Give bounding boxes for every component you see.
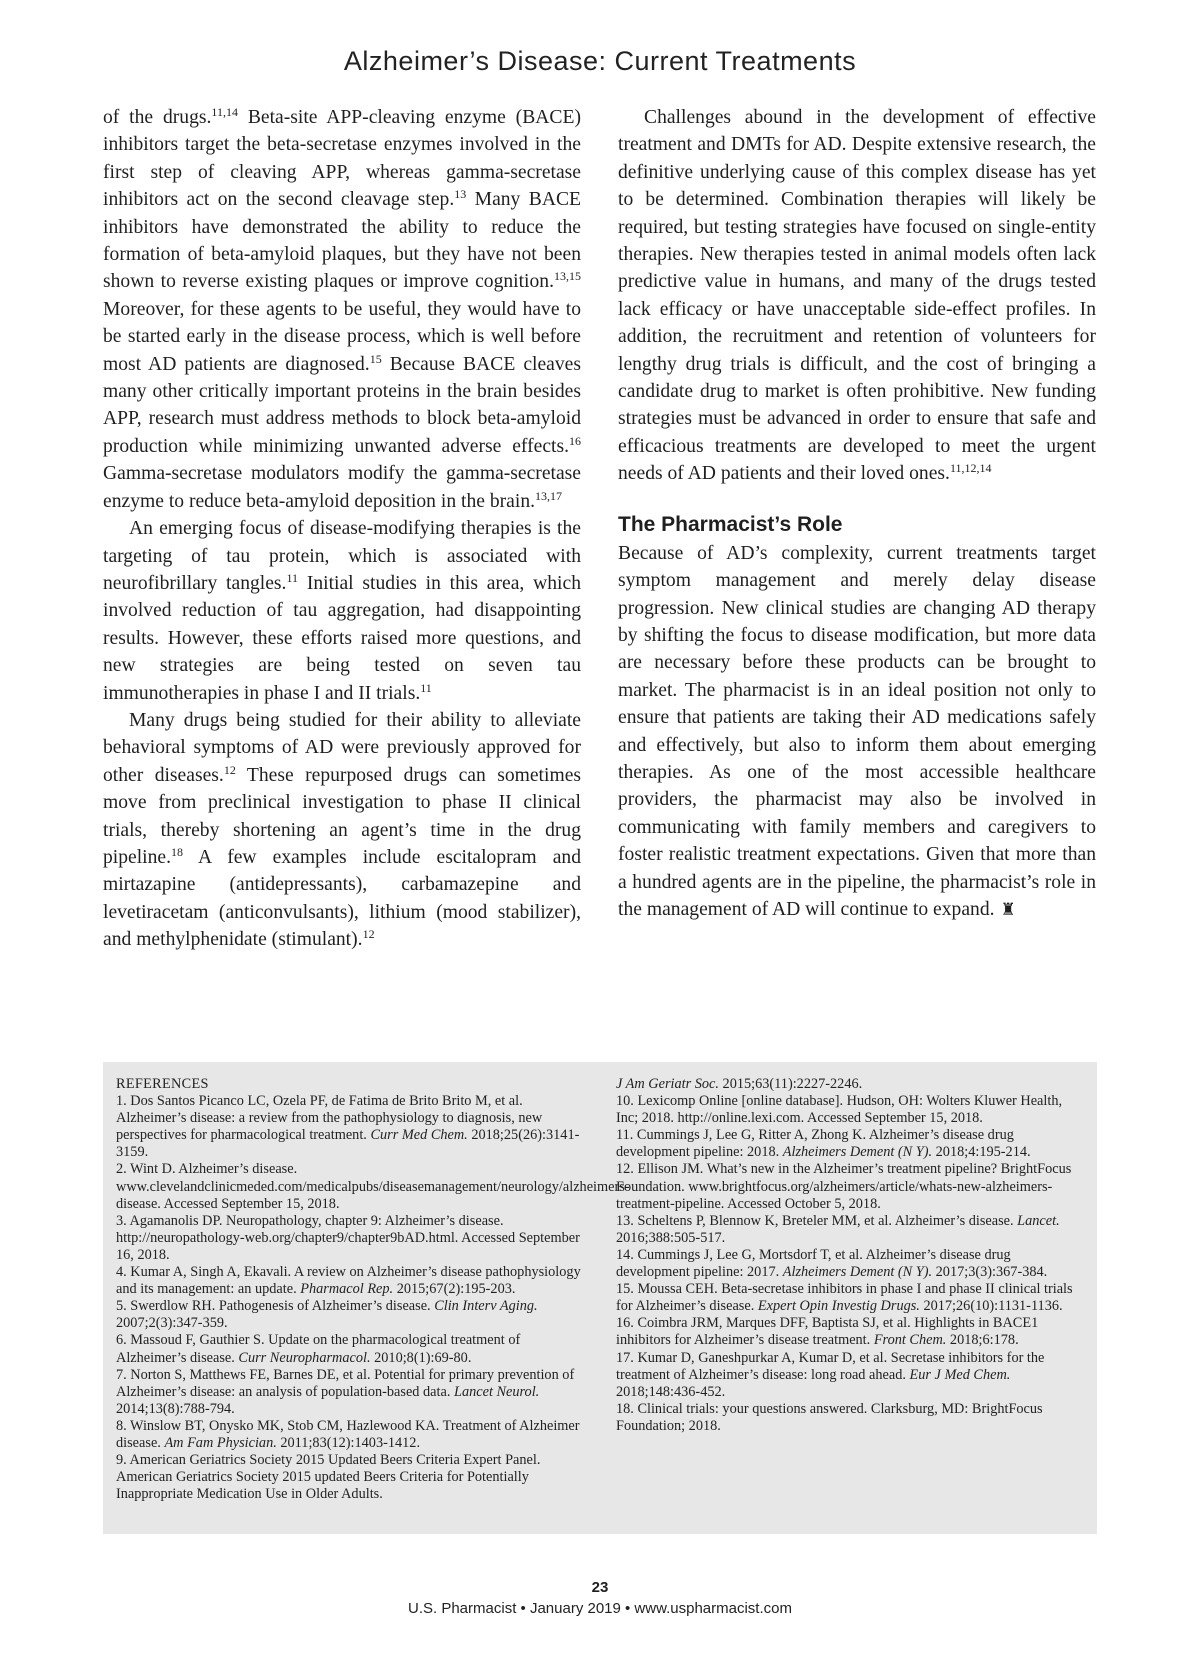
text-run: Beta-site APP-cleaving enzyme (BACE) inhibitors target the beta-secretase enzymes involved in the first step of cleaving APP, whereas gamma-secretase inhibitors act on the second cleavage step. xyxy=(103,107,581,211)
reference-text: 5. Swerdlow RH. Pathogenesis of Alzheimer’s disease. xyxy=(116,1298,435,1315)
citation: 11 xyxy=(420,680,432,695)
journal-name: Lancet. xyxy=(1017,1212,1060,1229)
reference-text: 12. Ellison JM. What’s new in the Alzheimer’s treatment pipeline? BrightFocus Foundation. www.brightfocus.org/alzheimers/article/whats-new-alzheimers-treatment-pipeline. Accessed October 5, 2018. xyxy=(616,1161,1072,1212)
page-title: Alzheimer’s Disease: Current Treatments xyxy=(343,46,857,76)
reference-citation: 2015;67(2):195-203. xyxy=(393,1281,516,1298)
reference-citation: 2017;26(10):1131-1136. xyxy=(919,1298,1063,1315)
references-box xyxy=(103,1062,1097,1534)
citation: 12 xyxy=(362,927,375,942)
reference-citation: 2016;388:505-517. xyxy=(616,1229,726,1246)
reference-citation: 2017;3(3):367-384. xyxy=(932,1264,1048,1281)
reference-item xyxy=(616,1350,1081,1401)
reference-item xyxy=(116,1093,581,1161)
text-run: Gamma-secretase modulators modify the gamma-secretase enzyme to reduce beta-amyloid deposition in the brain. xyxy=(103,463,581,512)
citation: 11,12,14 xyxy=(949,461,992,476)
paragraph xyxy=(103,515,581,707)
reference-item xyxy=(116,1418,581,1452)
reference-item xyxy=(116,1264,581,1298)
journal-name: Alzheimers Dement (N Y). xyxy=(782,1144,933,1161)
reference-item xyxy=(116,1332,581,1366)
references-right-column xyxy=(616,1076,1081,1435)
paragraph xyxy=(618,540,1096,925)
reference-citation: 2014;13(8):788-794. xyxy=(116,1400,235,1417)
reference-text: 10. Lexicomp Online [online database]. Hudson, OH: Wolters Kluwer Health, Inc; 2018. http://online.lexi.com. Accessed September 15, 2018. xyxy=(616,1093,1063,1127)
citation: 16 xyxy=(569,433,581,448)
reference-item xyxy=(616,1281,1081,1315)
reference-text: 18. Clinical trials: your questions answered. Clarksburg, MD: BrightFocus Foundation; 2018. xyxy=(616,1400,1043,1434)
reference-text: 8. Winslow BT, Onysko MK, Stob CM, Hazlewood KA. Treatment of Alzheimer disease. xyxy=(116,1417,580,1451)
journal-name: Pharmacol Rep. xyxy=(300,1281,394,1298)
journal-name: Curr Neuropharmacol. xyxy=(238,1349,371,1366)
text-run: An emerging focus of disease-modifying therapies is the targeting of tau protein, which is associated with neurofibrillary tangles. xyxy=(103,518,581,594)
text-run: Because BACE cleaves many other critically important proteins in the brain besides APP, research must address methods to block beta-amyloid production while minimizing unwanted adverse effects. xyxy=(103,353,581,457)
references-title: REFERENCES xyxy=(116,1076,209,1092)
reference-item xyxy=(616,1076,1081,1093)
text-run: Because of AD’s complexity, current treatments target symptom management and merely delay disease progression. New clinical studies are changing AD therapy by shifting the focus to disease modification, but more data are necessary before these products can be brought to market. The pharmacist is in an ideal position not only to ensure that patients are taking their AD medications safely and effectively, but also to inform them about emerging therapies. As one of the most accessible healthcare providers, the pharmacist may also be involved in communicating with family members and caregivers to foster realistic treatment expectations. Given that more than a hundred agents are in the pipeline, the pharmacist’s role in the management of AD will continue to expand. xyxy=(618,542,1096,920)
reference-text: 13. Scheltens P, Blennow K, Breteler MM, et al. Alzheimer’s disease. xyxy=(616,1212,1018,1229)
reference-text: 1. Dos Santos Picanco LC, Ozela PF, de Fatima de Brito Brito M, et al. Alzheimer’s disease: a review from the pathophysiology to diagnosis, new perspectives for pharmacological treatment. xyxy=(116,1093,543,1144)
reference-item xyxy=(616,1127,1081,1161)
reference-citation: 2018;148:436-452. xyxy=(616,1383,726,1400)
reference-item xyxy=(616,1315,1081,1349)
reference-citation: 2011;83(12):1403-1412. xyxy=(276,1434,421,1451)
journal-name: Alzheimers Dement (N Y). xyxy=(782,1264,933,1281)
reference-text: 4. Kumar A, Singh A, Ekavali. A review on Alzheimer’s disease pathophysiology and its management: an update. xyxy=(116,1264,581,1298)
reference-text: 3. Agamanolis DP. Neuropathology, chapter 9: Alzheimer’s disease. http://neuropathology-web.org/chapter9/chapter9bAD.html. Accessed September 16, 2018. xyxy=(116,1212,580,1263)
journal-name: Clin Interv Aging. xyxy=(434,1298,538,1315)
reference-citation: 2018;6:178. xyxy=(946,1332,1019,1349)
reference-item xyxy=(116,1213,581,1264)
reference-item xyxy=(616,1161,1081,1212)
reference-item xyxy=(616,1247,1081,1281)
journal-name: Curr Med Chem. xyxy=(370,1127,468,1144)
text-run: A few examples include escitalopram and mirtazapine (antidepressants), carbamazepine and levetiracetam (anticonvulsants), lithium (mood stabilizer), and methylphenidate (stimulant). xyxy=(103,846,581,951)
reference-text: 11. Cummings J, Lee G, Ritter A, Zhong K. Alzheimer’s disease drug development pipeline: 2018. xyxy=(616,1127,1014,1161)
left-column xyxy=(103,104,581,954)
section-heading: The Pharmacist’s Role xyxy=(618,512,843,536)
citation: 15 xyxy=(369,351,382,366)
reference-text: 6. Massoud F, Gauthier S. Update on the pharmacological treatment of Alzheimer’s disease. xyxy=(116,1332,521,1366)
citation: 12 xyxy=(223,762,236,777)
right-column xyxy=(618,104,1096,924)
reference-item xyxy=(116,1298,581,1332)
reference-citation: 2010;8(1):69-80. xyxy=(370,1349,472,1366)
reference-text: 14. Cummings J, Lee G, Mortsdorf T, et al. Alzheimer’s disease drug development pipeline: 2017. xyxy=(616,1246,1011,1281)
citation: 13,15 xyxy=(554,269,581,284)
journal-name: Expert Opin Investig Drugs. xyxy=(757,1298,920,1315)
reference-citation: 2015;63(11):2227-2246. xyxy=(718,1076,863,1092)
reference-text: 9. American Geriatrics Society 2015 Updated Beers Criteria Expert Panel. American Geriatrics Society 2015 updated Beers Criteria for Potentially Inappropriate Medication Use in Older Adults. xyxy=(116,1452,541,1503)
page-number: 23 xyxy=(591,1579,609,1596)
text-run: of the drugs. xyxy=(103,107,212,128)
reference-item xyxy=(616,1093,1081,1127)
reference-item xyxy=(116,1367,581,1418)
paragraph xyxy=(618,104,1096,488)
reference-text: 16. Coimbra JRM, Marques DFF, Baptista SJ, et al. Highlights in BACE1 inhibitors for Alzheimer’s disease treatment. xyxy=(616,1315,1039,1349)
reference-item xyxy=(116,1161,630,1212)
paragraph xyxy=(103,104,581,515)
end-of-article-icon: ♜ xyxy=(1000,899,1016,920)
paragraph xyxy=(103,707,581,954)
journal-name: Eur J Med Chem. xyxy=(909,1366,1011,1383)
publication-footer: U.S. Pharmacist • January 2019 • www.uspharmacist.com xyxy=(408,1600,792,1617)
journal-name: J Am Geriatr Soc. xyxy=(616,1076,719,1092)
reference-item xyxy=(116,1452,581,1503)
journal-name: Lancet Neurol. xyxy=(454,1383,540,1400)
reference-citation: 2018;25(26):3141-3159. xyxy=(116,1127,580,1161)
reference-citation: 2007;2(3):347-359. xyxy=(116,1315,228,1332)
references-left-column xyxy=(116,1076,630,1503)
journal-name: Front Chem. xyxy=(873,1332,947,1349)
reference-item xyxy=(616,1401,1081,1435)
reference-citation: 2018;4:195-214. xyxy=(932,1144,1031,1161)
citation: 11 xyxy=(286,570,299,585)
reference-text: 15. Moussa CEH. Beta-secretase inhibitors in phase I and phase II clinical trials for Alzheimer’s disease. xyxy=(616,1281,1073,1315)
citation: 11,14 xyxy=(211,105,238,119)
citation: 13 xyxy=(454,187,467,202)
citation: 18 xyxy=(171,844,184,859)
citation: 13,17 xyxy=(535,488,563,503)
text-run: Challenges abound in the development of effective treatment and DMTs for AD. Despite extensive research, the definitive underlying cause of this complex disease has yet to be determined. Combination therapies will likely be required, but testing strategies have focused on single-entity therapies. New therapies tested in animal models often lack predictive value in humans, and many of the drugs tested lack efficacy or have unacceptable side-effect profiles. In addition, the recruitment and retention of volunteers for lengthy drug trials is difficult, and the cost of bringing a candidate drug to market is often prohibitive. New funding strategies must be advanced in order to ensure that safe and efficacious treatments are developed to meet the urgent needs of AD patients and their loved ones. xyxy=(618,107,1096,485)
text-run: Many BACE inhibitors have demonstrated the ability to reduce the formation of beta-amyloid plaques, but they have not been shown to reverse existing plaques or improve cognition. xyxy=(103,189,582,293)
text-run: Initial studies in this area, which involved reduction of tau aggregation, had disappointing results. However, these efforts raised more questions, and new strategies are being tested on seven tau immunotherapies in phase I and II trials. xyxy=(103,572,581,704)
reference-text: 17. Kumar D, Ganeshpurkar A, Kumar D, et al. Secretase inhibitors for the treatment of Alzheimer’s disease: long road ahead. xyxy=(616,1349,1045,1383)
text-run: These repurposed drugs can sometimes move from preclinical investigation to phase II clinical trials, thereby shortening an agent’s time in the drug pipeline. xyxy=(103,764,582,868)
reference-text: 7. Norton S, Matthews FE, Barnes DE, et al. Potential for primary prevention of Alzheimer’s disease: an analysis of population-based data. xyxy=(116,1366,575,1400)
reference-text: 2. Wint D. Alzheimer’s disease. www.clevelandclinicmeded.com/medicalpubs/diseasemanagement/neurology/alzheimers-disease. Accessed September 15, 2018. xyxy=(116,1161,630,1212)
text-run: Many drugs being studied for their ability to alleviate behavioral symptoms of AD were previously approved for other diseases. xyxy=(103,709,581,786)
journal-name: Am Fam Physician. xyxy=(164,1434,277,1451)
reference-item xyxy=(616,1213,1081,1247)
text-run: Moreover, for these agents to be useful, they would have to be started early in the disease process, which is well before most AD patients are diagnosed. xyxy=(103,298,581,375)
